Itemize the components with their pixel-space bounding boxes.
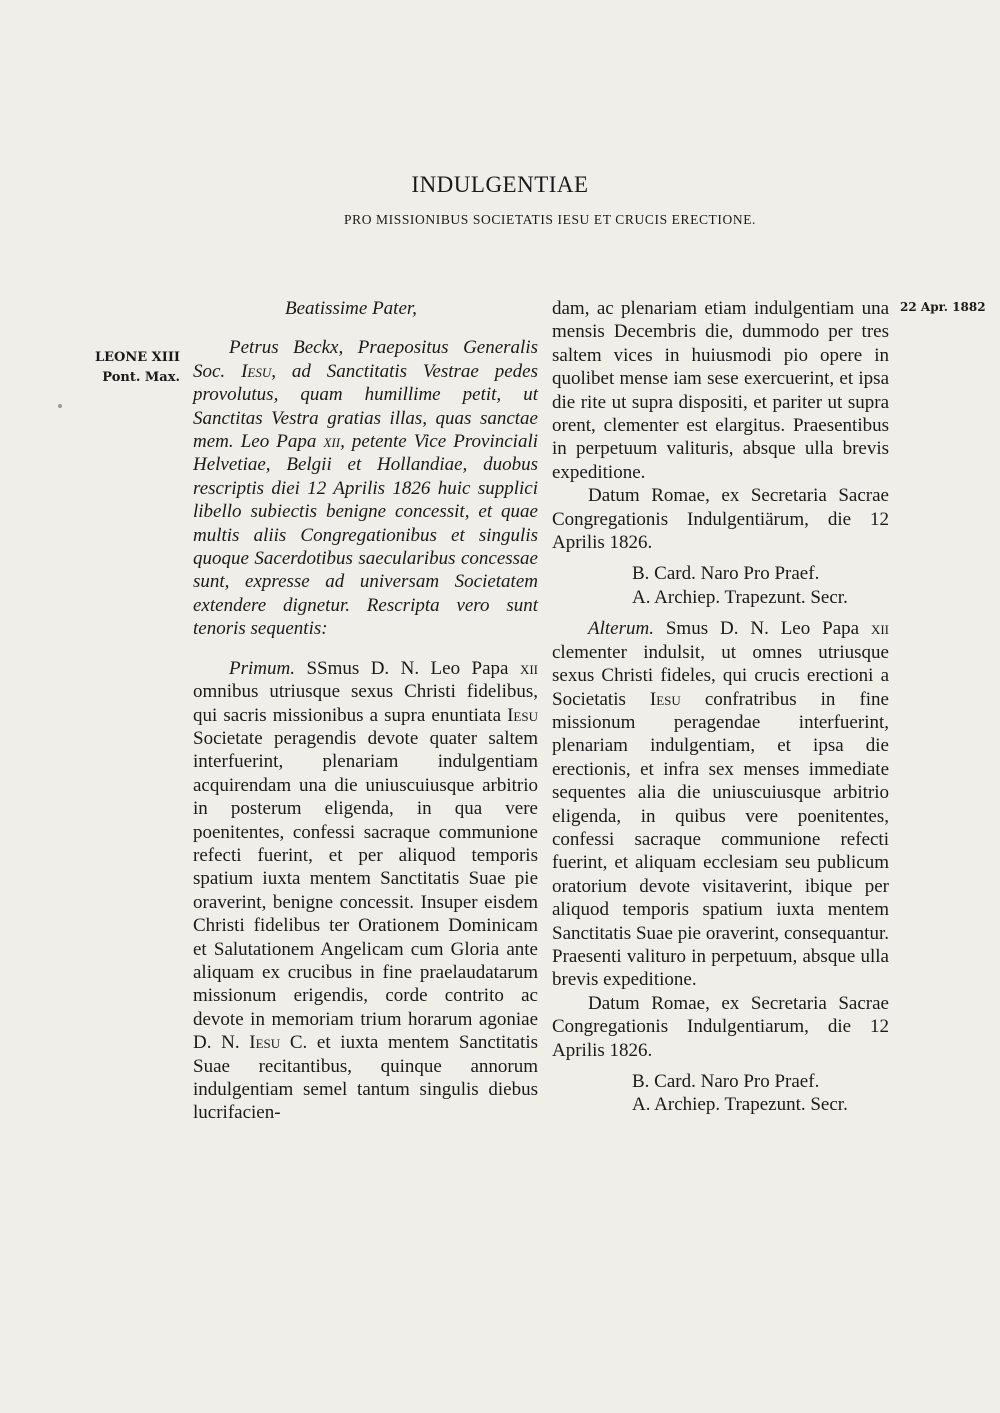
signature-second-secretary: A. Archiep. Trapezunt. Secr.: [632, 1094, 848, 1116]
petition-paragraph: [193, 336, 538, 640]
alterum-iesu: Iesu: [649, 688, 681, 710]
primum-text-d: C. et iuxta mentem Sanctitatis Suae recitantibus, quinque annorum indulgentiam semel tantum singulis diebus lucrifacien-: [193, 1032, 538, 1124]
continuation-paragraph: dam, ac plenariam etiam indulgentiam una mensis Decembris die, dummodo per tres saltem vices in huiusmodi pio opere in quolibet mense iam sese exercuerint, et ipsa die rite ut supra dispositi, et pariter ut supra orent, clementer est elargitus. Praesentibus in perpetuum valituris, absque ulla brevis expeditione.: [552, 298, 889, 483]
ink-speck: [58, 404, 62, 408]
alterum-text-b: clementer indulsit, ut omnes utriusque sexus Christi fideles, qui crucis erectioni a Societatis: [552, 641, 889, 710]
datum-first: Datum Romae, ex Secretaria Sacrae Congregationis Indulgentiärum, die 12 Aprilis 1826.: [552, 485, 889, 554]
alterum-text-a: Smus D. N. Leo Papa: [653, 618, 871, 640]
salutation: Beatissime Pater,: [285, 298, 417, 319]
signature-first-prefect: B. Card. Naro Pro Praef.: [632, 563, 820, 585]
alterum-paragraph: [552, 617, 889, 992]
primum-text-b: omnibus utriusque sexus Christi fidelibus, qui sacris missionibus a supra enuntiata: [193, 681, 538, 726]
primum-paragraph: [193, 657, 538, 1125]
margin-date: 22 Apr. 1882: [900, 300, 986, 314]
margin-note-left: [60, 348, 180, 388]
primum-text-c: Societate peragendis devote quater saltem interfuerint, plenariam indulgentiam acquirendam una die uniuscuiusque arbitrio in posterum eligenda, in qua vere poenitentes, confessi sacraque communione refecti fuerint, et per aliquod temporis spatium iuxta mentem Sanctitatis Suae pie oraverint, benigne concessit. Insuper eisdem Christi fidelibus ter Orationem Dominicam et Salutationem Angelicam cum Gloria ante aliquam ex crucibus in fine praelaudatarum missionum erigendis, corde contrito ac devote in memoriam trium horarum agoniae D. N.: [193, 727, 538, 1054]
petition-text-c: , petente Vice Provinciali Helvetiae, Belgii et Hollandiae, duobus rescriptis diei 12 Aprilis 1826 huic supplici libello subiectis benigne concessit, et quae multis aliis Congregationibus et singulis quoque Sacerdotibus saecularibus concessae sunt, expresse ad universam Societatem extendere dignetur. Rescripta vero sunt tenoris sequentis:: [193, 431, 538, 640]
petition-text-b: , ad Sanctitatis Vestrae pedes provolutus, quam humillime petit, ut Sanctitas Vestra gratias illas, quas sanctae mem. Leo Papa: [193, 360, 539, 453]
alterum-xii: xii: [870, 618, 889, 640]
petition-text-a: Petrus Beckx, Praepositus Generalis Soc.: [193, 337, 538, 382]
alterum-label: Alterum.: [588, 618, 654, 640]
left-column: [193, 297, 538, 1125]
page-subtitle: PRO MISSIONIBUS SOCIETATIS IESU ET CRUCIS ERECTIONE.: [343, 212, 757, 227]
primum-text-a: SSmus D. N. Leo Papa: [294, 657, 520, 679]
petition-xii: xii: [323, 431, 341, 453]
datum-second: Datum Romae, ex Secretaria Sacrae Congregationis Indulgentiarum, die 12 Aprilis 1826.: [552, 992, 889, 1061]
primum-iesu-2: Iesu: [249, 1032, 281, 1054]
signature-first-secretary: A. Archiep. Trapezunt. Secr.: [632, 586, 848, 608]
right-column: [552, 297, 889, 1117]
primum-xii: xii: [519, 657, 538, 679]
margin-pope-title: Pont. Max.: [102, 370, 180, 385]
primum-label: Primum.: [229, 657, 295, 679]
signature-second-prefect: B. Card. Naro Pro Praef.: [632, 1071, 820, 1092]
alterum-text-c: confratribus in fine missionum peragendae interfuerint, plenariam indulgentiam, et ipsa die erectionis, et infra sex menses immediate sequentes alia die uniuscuiusque arbitrio eligenda, in quibus vere poenitentes, confessi sacraque communione refecti fuerint, et aliquam ecclesiam seu publicum oratorium devote visitaverint, ibique per aliquod temporis spatium iuxta mentem Sanctitatis Suae pie oraverint, consequantur. Praesenti valituro in perpetuum, absque ulla brevis expeditione.: [552, 688, 889, 991]
margin-pope-name: LEONE XIII: [94, 350, 180, 365]
page-title: INDULGENTIAE: [411, 172, 589, 197]
petition-iesu: Iesu: [241, 360, 272, 382]
primum-iesu: Iesu: [507, 704, 538, 726]
